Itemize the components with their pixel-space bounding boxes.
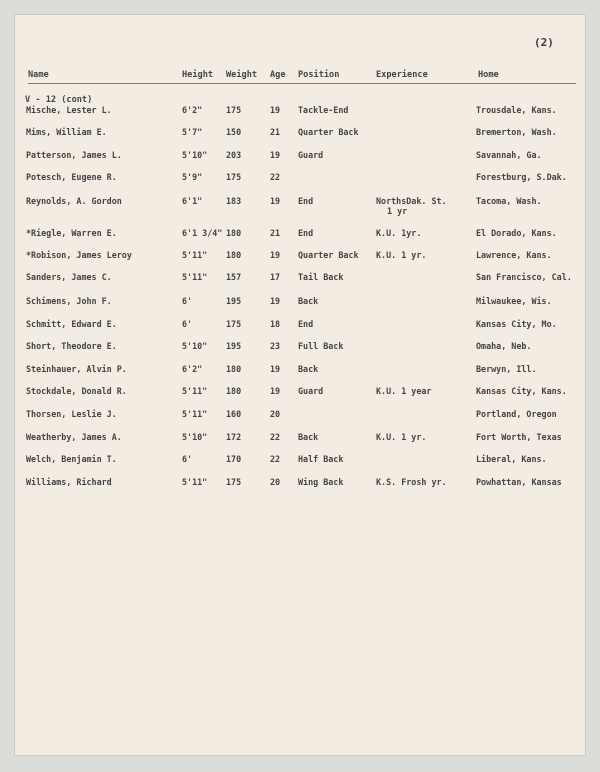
header-age: Age — [270, 70, 286, 80]
cell-name: Weatherby, James A. — [26, 432, 122, 442]
cell-height: 5'11" — [182, 477, 208, 487]
cell-weight: 203 — [226, 150, 242, 160]
cell-age: 19 — [270, 250, 281, 260]
cell-home: Savannah, Ga. — [476, 150, 542, 160]
cell-position: Back — [298, 364, 319, 374]
cell-position: End — [298, 319, 314, 329]
table-row — [14, 386, 586, 402]
cell-position: End — [298, 196, 314, 206]
table-row — [14, 432, 586, 448]
cell-age: 19 — [270, 364, 281, 374]
cell-weight: 170 — [226, 454, 242, 464]
cell-experience: K.U. 1 yr. — [376, 250, 427, 260]
cell-home: Forestburg, S.Dak. — [476, 172, 567, 182]
cell-home: Omaha, Neb. — [476, 341, 532, 351]
cell-height: 5'10" — [182, 150, 208, 160]
cell-weight: 175 — [226, 477, 242, 487]
cell-height: 6'1" — [182, 196, 203, 206]
cell-weight: 172 — [226, 432, 242, 442]
cell-age: 19 — [270, 105, 281, 115]
cell-weight: 180 — [226, 364, 242, 374]
cell-weight: 195 — [226, 296, 242, 306]
cell-position: Guard — [298, 150, 324, 160]
cell-home: Kansas City, Mo. — [476, 319, 557, 329]
table-row — [14, 127, 586, 143]
table-row — [14, 364, 586, 380]
cell-position: Wing Back — [298, 477, 344, 487]
table-row — [14, 172, 586, 188]
cell-home: Powhattan, Kansas — [476, 477, 562, 487]
header-home: Home — [478, 70, 499, 80]
cell-weight: 160 — [226, 409, 242, 419]
cell-height: 6' — [182, 454, 193, 464]
cell-position: Full Back — [298, 341, 344, 351]
header-name: Name — [28, 70, 49, 80]
cell-age: 19 — [270, 196, 281, 206]
cell-name: Schimens, John F. — [26, 296, 112, 306]
cell-age: 19 — [270, 150, 281, 160]
cell-weight: 180 — [226, 228, 242, 238]
cell-home: Fort Worth, Texas — [476, 432, 562, 442]
cell-height: 5'11" — [182, 272, 208, 282]
cell-home: Bremerton, Wash. — [476, 127, 557, 137]
cell-name: *Riegle, Warren E. — [26, 228, 117, 238]
cell-name: Williams, Richard — [26, 477, 112, 487]
table-row — [14, 341, 586, 357]
cell-age: 17 — [270, 272, 281, 282]
cell-height: 6'1 3/4" — [182, 228, 223, 238]
cell-weight: 180 — [226, 250, 242, 260]
table-row — [14, 296, 586, 312]
cell-weight: 195 — [226, 341, 242, 351]
cell-home: San Francisco, Cal. — [476, 272, 572, 282]
cell-experience: K.U. 1yr. — [376, 228, 422, 238]
cell-position: Back — [298, 432, 319, 442]
cell-weight: 175 — [226, 319, 242, 329]
cell-position: Tail Back — [298, 272, 344, 282]
cell-name: Mims, William E. — [26, 127, 107, 137]
page-number: (2) — [534, 36, 554, 49]
cell-home: Lawrence, Kans. — [476, 250, 552, 260]
cell-name: Thorsen, Leslie J. — [26, 409, 117, 419]
cell-height: 5'11" — [182, 409, 208, 419]
cell-home: Liberal, Kans. — [476, 454, 547, 464]
cell-age: 22 — [270, 172, 281, 182]
header-height: Height — [182, 70, 214, 80]
table-row — [14, 319, 586, 335]
cell-position: Guard — [298, 386, 324, 396]
cell-experience: NorthsDak. St. — [376, 196, 447, 206]
cell-age: 22 — [270, 454, 281, 464]
table-row — [14, 409, 586, 425]
cell-height: 6' — [182, 296, 193, 306]
cell-experience: K.S. Frosh yr. — [376, 477, 447, 487]
cell-position: Quarter Back — [298, 250, 359, 260]
cell-weight: 175 — [226, 172, 242, 182]
cell-name: Potesch, Eugene R. — [26, 172, 117, 182]
document-page — [14, 14, 586, 756]
cell-position: Half Back — [298, 454, 344, 464]
cell-position: Tackle-End — [298, 105, 349, 115]
cell-height: 5'11" — [182, 250, 208, 260]
header-experience: Experience — [376, 70, 428, 80]
cell-experience: K.U. 1 yr. — [376, 432, 427, 442]
table-row — [14, 150, 586, 166]
cell-height: 6'2" — [182, 364, 203, 374]
table-row — [14, 105, 586, 121]
table-row — [14, 272, 586, 288]
cell-height: 5'11" — [182, 386, 208, 396]
cell-height: 6' — [182, 319, 193, 329]
roster-table — [14, 14, 586, 756]
cell-weight: 183 — [226, 196, 242, 206]
cell-experience: K.U. 1 year — [376, 386, 432, 396]
cell-home: Kansas City, Kans. — [476, 386, 567, 396]
cell-name: Patterson, James L. — [26, 150, 122, 160]
cell-home: Portland, Oregon — [476, 409, 557, 419]
cell-home: Tacoma, Wash. — [476, 196, 542, 206]
cell-name: Short, Theodore E. — [26, 341, 117, 351]
cell-age: 19 — [270, 386, 281, 396]
cell-name: Reynolds, A. Gordon — [26, 196, 122, 206]
cell-weight: 157 — [226, 272, 242, 282]
cell-name: Schmitt, Edward E. — [26, 319, 117, 329]
cell-age: 21 — [270, 228, 281, 238]
cell-home: Milwaukee, Wis. — [476, 296, 552, 306]
cell-age: 18 — [270, 319, 281, 329]
cell-experience-line2: 1 yr — [387, 206, 408, 216]
cell-position: Quarter Back — [298, 127, 359, 137]
cell-age: 20 — [270, 409, 281, 419]
cell-home: Berwyn, Ill. — [476, 364, 537, 374]
header-position: Position — [298, 70, 340, 80]
cell-age: 22 — [270, 432, 281, 442]
header-weight: Weight — [226, 70, 258, 80]
cell-position: Back — [298, 296, 319, 306]
table-row — [14, 196, 586, 216]
table-row — [14, 228, 586, 244]
cell-age: 19 — [270, 296, 281, 306]
cell-weight: 150 — [226, 127, 242, 137]
cell-height: 5'9" — [182, 172, 203, 182]
table-row — [14, 477, 586, 493]
cell-height: 5'7" — [182, 127, 203, 137]
cell-name: Mische, Lester L. — [26, 105, 112, 115]
section-label: V - 12 (cont) — [25, 95, 93, 105]
cell-height: 5'10" — [182, 432, 208, 442]
cell-position: End — [298, 228, 314, 238]
cell-weight: 175 — [226, 105, 242, 115]
cell-age: 23 — [270, 341, 281, 351]
cell-height: 6'2" — [182, 105, 203, 115]
cell-home: El Dorado, Kans. — [476, 228, 557, 238]
cell-height: 5'10" — [182, 341, 208, 351]
cell-age: 21 — [270, 127, 281, 137]
cell-weight: 180 — [226, 386, 242, 396]
cell-name: Stockdale, Donald R. — [26, 386, 127, 396]
cell-name: Sanders, James C. — [26, 272, 112, 282]
cell-home: Trousdale, Kans. — [476, 105, 557, 115]
table-row — [14, 454, 586, 470]
cell-name: *Robison, James Leroy — [26, 250, 132, 260]
cell-name: Steinhauer, Alvin P. — [26, 364, 127, 374]
table-row — [14, 250, 586, 266]
cell-age: 20 — [270, 477, 281, 487]
cell-name: Welch, Benjamin T. — [26, 454, 117, 464]
